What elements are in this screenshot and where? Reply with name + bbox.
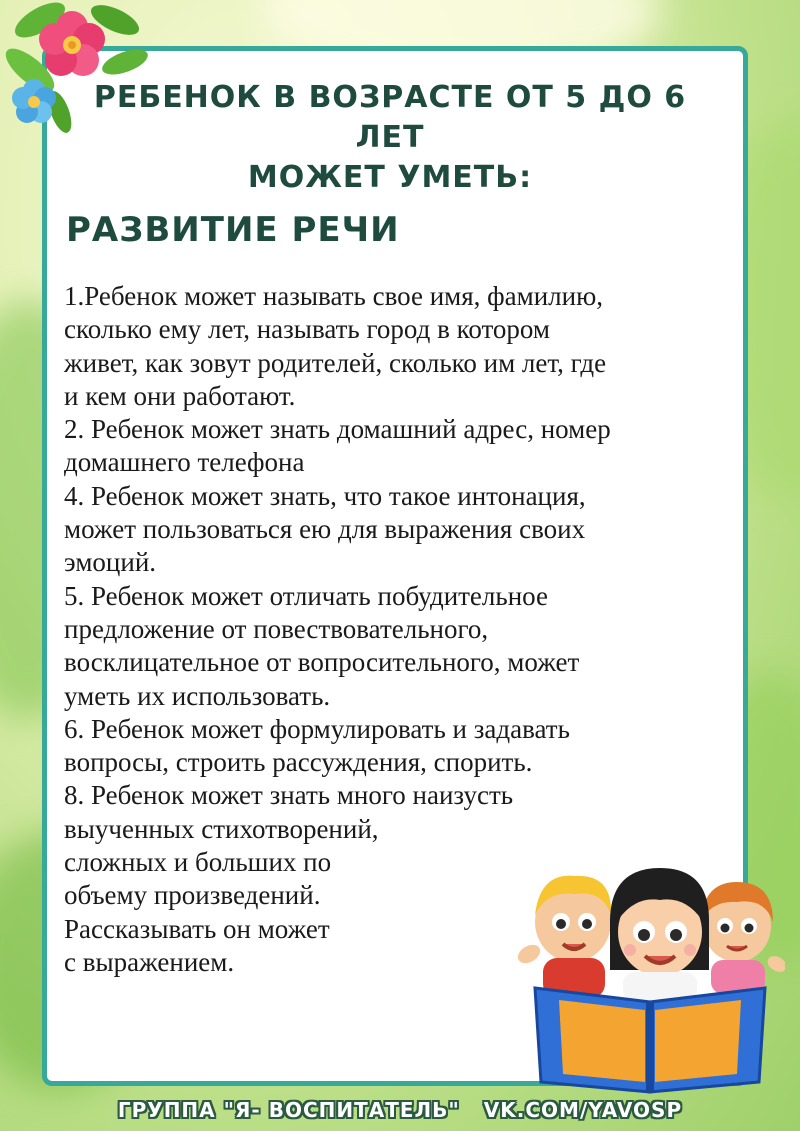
text-line: сколько ему лет, называть город в котором <box>64 314 550 345</box>
text-line: живет, как зовут родителей, сколько им лет, где <box>64 347 607 378</box>
text-line: выученных стихотворений, <box>64 813 379 844</box>
text-line: вопросы, строить рассуждения, спорить. <box>64 747 533 778</box>
list-item <box>64 713 734 780</box>
text-line: Рассказывать он может <box>64 913 330 944</box>
text-line: эмоций. <box>64 547 157 578</box>
page-title <box>60 78 720 198</box>
text-line: восклицательное от вопросительного, может <box>64 647 580 678</box>
list-item <box>64 280 734 413</box>
list-item <box>64 580 734 713</box>
text-line: домашнего телефона <box>64 447 305 478</box>
text-line: и кем они работают. <box>64 380 296 411</box>
text-line: 5. Ребенок может отличать побудительное <box>64 580 548 611</box>
text-line: может пользоваться ею для выражения своих <box>64 514 586 545</box>
text-line: 2. Ребенок может знать домашний адрес, номер <box>64 414 611 445</box>
text-line: предложение от повествовательного, <box>64 613 489 644</box>
title-line-2: МОЖЕТ УМЕТЬ: <box>247 160 533 195</box>
list-item <box>64 413 734 480</box>
list-item <box>64 480 734 580</box>
text-line: 1.Ребенок может называть свое имя, фамилию, <box>64 281 604 311</box>
children-reading-book-icon <box>515 860 785 1095</box>
text-line: 6. Ребенок может формулировать и задавать <box>64 713 570 744</box>
section-heading: РАЗВИТИЕ РЕЧИ <box>66 210 400 250</box>
title-line-1: РЕБЕНОК В ВОЗРАСТЕ ОТ 5 ДО 6 ЛЕТ <box>93 80 687 155</box>
footer <box>0 1098 800 1122</box>
text-line: объему произведений. <box>64 880 321 911</box>
text-line: сложных и больших по <box>64 847 332 878</box>
text-line: 4. Ребенок может знать, что такое интонация, <box>64 480 586 511</box>
text-line: с выражением. <box>64 946 235 977</box>
footer-url[interactable]: VK.COM/YAVOSP <box>483 1098 683 1122</box>
text-line: 8. Ребенок может знать много наизусть <box>64 780 514 811</box>
footer-group-name: ГРУППА "Я- ВОСПИТАТЕЛЬ" <box>117 1098 460 1122</box>
text-line: уметь их использовать. <box>64 680 331 711</box>
